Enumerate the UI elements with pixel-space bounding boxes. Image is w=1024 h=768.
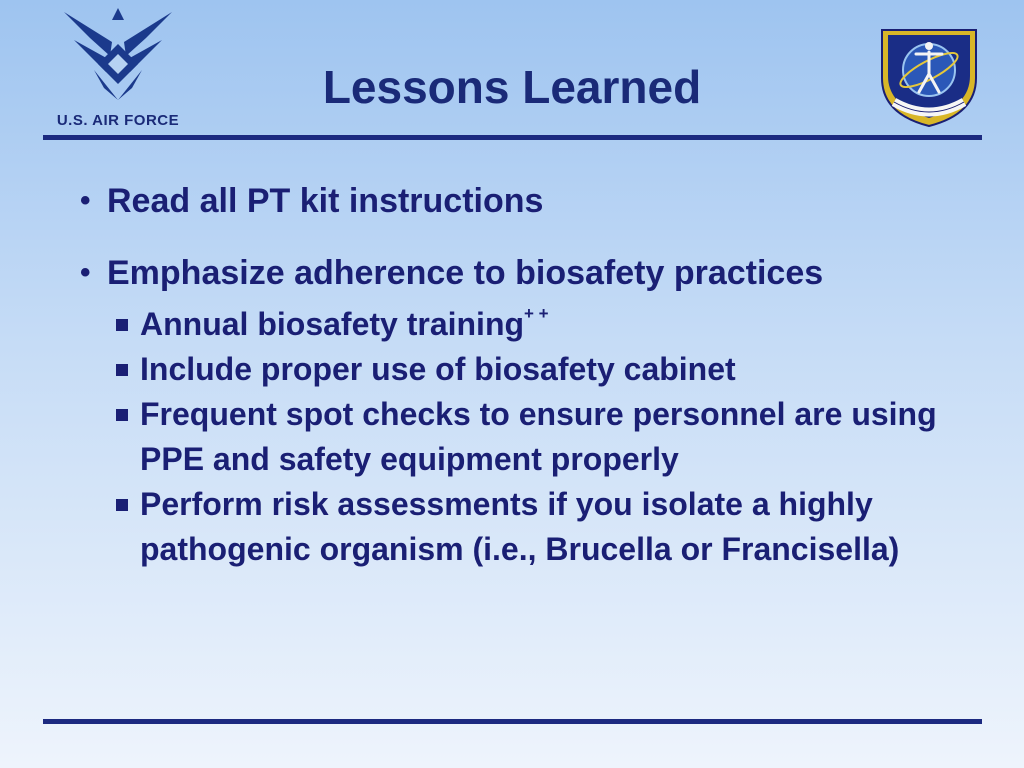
sub-bullet-item <box>116 392 952 482</box>
bullet-item <box>80 250 980 296</box>
bullet-item <box>80 178 980 224</box>
square-bullet-icon <box>116 364 128 376</box>
bullet-text: Emphasize adherence to biosafety practices <box>107 254 824 292</box>
slide-content <box>80 178 980 572</box>
sub-bullet-item <box>116 302 952 347</box>
human-systems-wing-patch <box>876 18 982 130</box>
sub-bullet-item <box>116 347 952 392</box>
footer-divider <box>43 719 982 724</box>
square-bullet-icon <box>116 499 128 511</box>
air-force-wordmark: U.S. AIR FORCE <box>56 112 180 129</box>
slide-title: Lessons Learned <box>322 61 702 113</box>
header-divider <box>43 135 982 140</box>
bullet-dot-icon: • <box>80 184 91 217</box>
sub-bullet-text: Frequent spot checks to ensure personnel are using PPE and safety equipment properly <box>140 396 937 477</box>
sub-bullet-text: Perform risk assessments if you isolate a highly pathogenic organism (i.e., Brucella or Francisella) <box>140 486 900 567</box>
superscript-marks: + + <box>524 304 549 323</box>
square-bullet-icon <box>116 409 128 421</box>
bullet-dot-icon: • <box>80 256 91 289</box>
human-systems-wing-patch-icon <box>876 18 982 130</box>
sub-bullet-text: Include proper use of biosafety cabinet <box>140 351 736 387</box>
sub-bullet-text: Annual biosafety training <box>140 306 525 342</box>
square-bullet-icon <box>116 319 128 331</box>
sub-bullet-item <box>116 482 952 572</box>
bullet-text: Read all PT kit instructions <box>107 182 544 220</box>
